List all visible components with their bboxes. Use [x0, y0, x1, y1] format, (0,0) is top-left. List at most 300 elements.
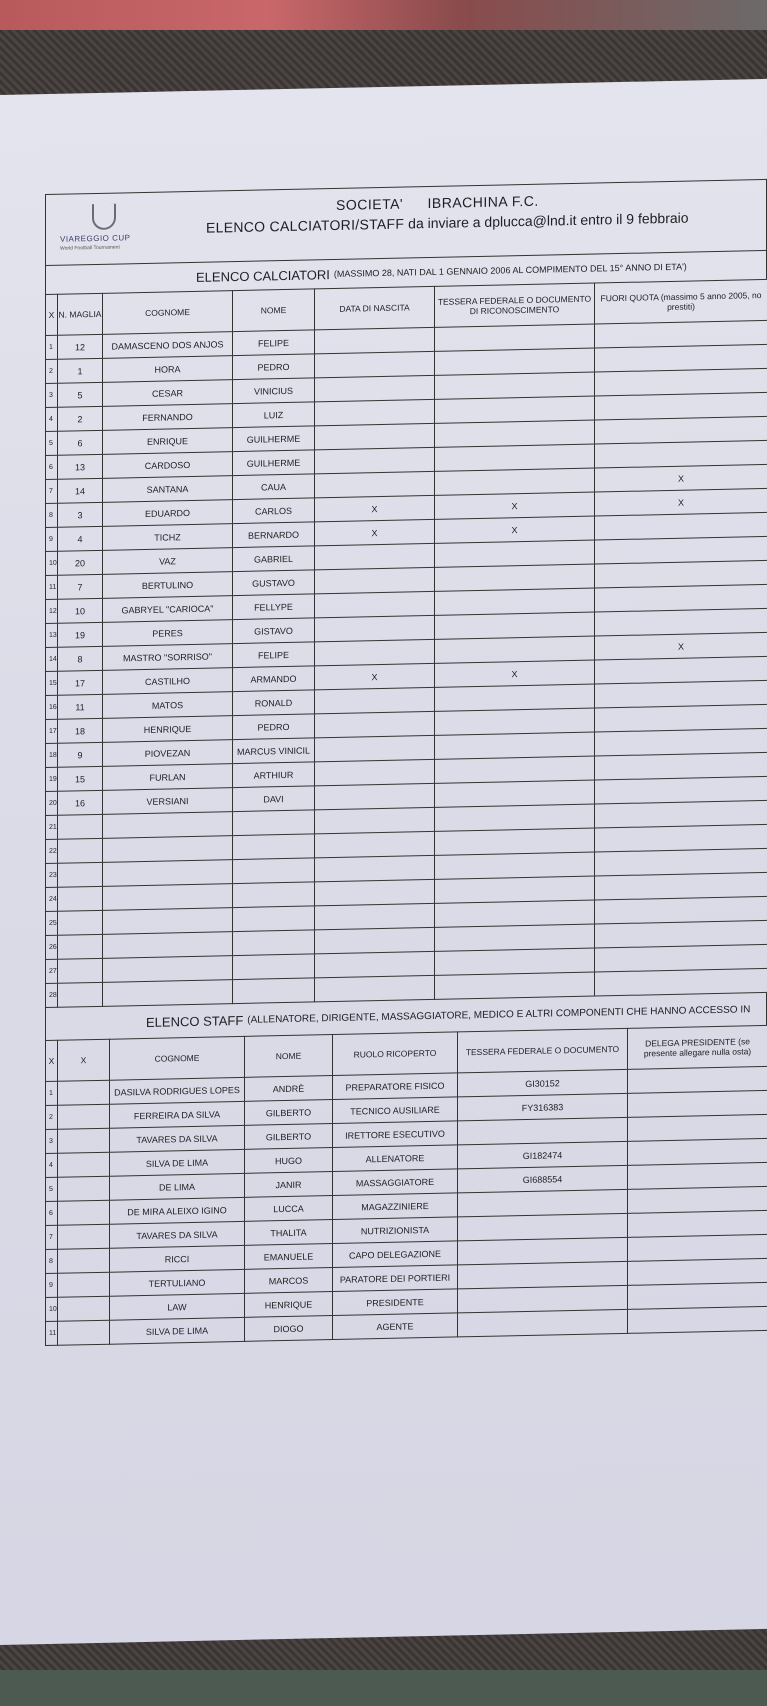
- staff-cell-delega: [628, 1258, 767, 1285]
- player-cell-nome: [233, 978, 315, 1004]
- staff-cell-n: 10: [46, 1297, 58, 1321]
- player-cell-data: [315, 591, 435, 618]
- player-cell-cognome: MASTRO "SORRISO": [103, 644, 233, 671]
- player-cell-n: 8: [46, 503, 58, 527]
- player-cell-nome: BERNARDO: [233, 522, 315, 548]
- player-cell-n: 16: [46, 695, 58, 719]
- staff-cell-cognome: DE MIRA ALEIXO IGINO: [110, 1197, 245, 1224]
- player-cell-cognome: VERSIANI: [103, 788, 233, 815]
- player-cell-nome: ARTHIUR: [233, 762, 315, 788]
- player-cell-nome: MARCUS VINICIL: [233, 738, 315, 764]
- player-cell-data: [315, 471, 435, 498]
- player-cell-data: [315, 327, 435, 354]
- staff-column-header: COGNOME: [110, 1036, 245, 1080]
- player-cell-tessera: [435, 972, 595, 999]
- player-cell-maglia: 19: [58, 622, 103, 647]
- staff-cell-delega: [628, 1186, 767, 1213]
- staff-cell-cognome: RICCI: [110, 1245, 245, 1272]
- player-cell-fq: [595, 320, 767, 348]
- staff-title: ELENCO STAFF: [146, 1012, 244, 1030]
- player-cell-nome: [233, 858, 315, 884]
- player-cell-maglia: [58, 934, 103, 959]
- staff-cell-tessera: [458, 1237, 628, 1265]
- players-column-header: COGNOME: [103, 291, 233, 335]
- player-cell-cognome: [103, 932, 233, 959]
- player-cell-data: [315, 759, 435, 786]
- staff-cell-n: 2: [46, 1105, 58, 1129]
- player-cell-n: 10: [46, 551, 58, 575]
- staff-cell-nome: GILBERTO: [245, 1100, 333, 1126]
- player-cell-cognome: DAMASCENO DOS ANJOS: [103, 332, 233, 359]
- player-cell-tessera: X: [435, 516, 595, 543]
- elenco-line: [206, 210, 689, 236]
- player-cell-cognome: CARDOSO: [103, 452, 233, 479]
- player-cell-fq: [595, 872, 767, 900]
- player-cell-nome: RONALD: [233, 690, 315, 716]
- player-cell-tessera: [435, 852, 595, 879]
- player-cell-cognome: HORA: [103, 356, 233, 383]
- staff-cell-x: [58, 1272, 110, 1297]
- players-body: [46, 320, 767, 1007]
- player-cell-nome: PEDRO: [233, 354, 315, 380]
- player-cell-fq: [595, 344, 767, 372]
- player-cell-maglia: 20: [58, 550, 103, 575]
- player-cell-nome: GUILHERME: [233, 450, 315, 476]
- player-cell-n: 23: [46, 863, 58, 887]
- player-cell-data: X: [315, 663, 435, 690]
- staff-cell-tessera: GI688554: [458, 1165, 628, 1193]
- player-cell-maglia: [58, 910, 103, 935]
- player-cell-tessera: X: [435, 492, 595, 519]
- staff-cell-cognome: DE LIMA: [110, 1173, 245, 1200]
- player-cell-nome: [233, 882, 315, 908]
- player-cell-data: [315, 831, 435, 858]
- player-cell-fq: [595, 536, 767, 564]
- player-cell-tessera: [435, 732, 595, 759]
- player-cell-maglia: 6: [58, 430, 103, 455]
- player-cell-fq: [595, 512, 767, 540]
- staff-cell-ruolo: CAPO DELEGAZIONE: [333, 1241, 458, 1268]
- player-cell-maglia: 17: [58, 670, 103, 695]
- player-cell-tessera: [435, 948, 595, 975]
- player-cell-maglia: [58, 982, 103, 1007]
- staff-cell-n: 11: [46, 1321, 58, 1345]
- staff-cell-tessera: [458, 1261, 628, 1289]
- player-cell-cognome: EDUARDO: [103, 500, 233, 527]
- staff-cell-delega: [628, 1306, 767, 1333]
- player-cell-fq: [595, 392, 767, 420]
- player-cell-n: 4: [46, 407, 58, 431]
- player-cell-maglia: 14: [58, 478, 103, 503]
- player-cell-nome: FELIPE: [233, 330, 315, 356]
- elenco-note: da inviare a dplucca@lnd.it entro il 9 febbraio: [408, 209, 689, 232]
- staff-cell-cognome: TAVARES DA SILVA: [110, 1221, 245, 1248]
- player-cell-tessera: [435, 444, 595, 471]
- player-cell-maglia: 8: [58, 646, 103, 671]
- form-sheet: [45, 179, 767, 1346]
- player-cell-n: 19: [46, 767, 58, 791]
- player-cell-tessera: [435, 900, 595, 927]
- staff-cell-x: [58, 1296, 110, 1321]
- player-cell-maglia: 12: [58, 334, 103, 359]
- player-cell-fq: [595, 944, 767, 972]
- player-cell-nome: CAUA: [233, 474, 315, 500]
- staff-cell-x: [58, 1176, 110, 1201]
- staff-cell-delega: [628, 1282, 767, 1309]
- player-cell-nome: FELLYPE: [233, 594, 315, 620]
- player-cell-fq: [595, 920, 767, 948]
- staff-column-header: X: [46, 1040, 58, 1081]
- player-cell-data: [315, 951, 435, 978]
- staff-cell-ruolo: PRESIDENTE: [333, 1289, 458, 1316]
- staff-cell-ruolo: ALLENATORE: [333, 1145, 458, 1172]
- staff-subtitle: (ALLENATORE, DIRIGENTE, MASSAGGIATORE, MEDICO E ALTRI COMPONENTI CHE HANNO ACCESSO IN: [247, 1003, 751, 1026]
- player-cell-tessera: [435, 636, 595, 663]
- player-cell-cognome: PERES: [103, 620, 233, 647]
- staff-cell-n: 9: [46, 1273, 58, 1297]
- player-cell-cognome: [103, 956, 233, 983]
- staff-cell-tessera: [458, 1117, 628, 1145]
- viareggio-cup-logo: [56, 199, 146, 259]
- players-column-header: NOME: [233, 289, 315, 332]
- player-cell-maglia: 11: [58, 694, 103, 719]
- staff-cell-x: [58, 1152, 110, 1177]
- player-cell-cognome: MATOS: [103, 692, 233, 719]
- player-cell-maglia: 7: [58, 574, 103, 599]
- player-cell-fq: [595, 656, 767, 684]
- player-cell-data: [315, 399, 435, 426]
- player-cell-data: [315, 639, 435, 666]
- player-cell-tessera: [435, 756, 595, 783]
- player-cell-fq: [595, 800, 767, 828]
- player-cell-maglia: [58, 886, 103, 911]
- staff-cell-x: [58, 1080, 110, 1105]
- player-cell-maglia: 13: [58, 454, 103, 479]
- player-cell-n: 26: [46, 935, 58, 959]
- player-cell-n: 15: [46, 671, 58, 695]
- player-cell-fq: [595, 776, 767, 804]
- player-cell-n: 9: [46, 527, 58, 551]
- player-cell-cognome: PIOVEZAN: [103, 740, 233, 767]
- player-cell-cognome: FERNANDO: [103, 404, 233, 431]
- player-cell-data: [315, 903, 435, 930]
- player-cell-n: 5: [46, 431, 58, 455]
- staff-cell-nome: HUGO: [245, 1148, 333, 1174]
- staff-column-header: RUOLO RICOPERTO: [333, 1032, 458, 1076]
- player-cell-cognome: CESAR: [103, 380, 233, 407]
- player-cell-nome: DAVI: [233, 786, 315, 812]
- player-cell-maglia: 4: [58, 526, 103, 551]
- staff-cell-tessera: [458, 1189, 628, 1217]
- player-cell-tessera: [435, 564, 595, 591]
- player-cell-maglia: 1: [58, 358, 103, 383]
- player-cell-tessera: [435, 396, 595, 423]
- player-cell-tessera: [435, 684, 595, 711]
- staff-cell-x: [58, 1248, 110, 1273]
- trophy-icon: [92, 204, 116, 231]
- player-cell-maglia: [58, 814, 103, 839]
- player-cell-nome: [233, 906, 315, 932]
- staff-cell-x: [58, 1320, 110, 1345]
- player-cell-n: 25: [46, 911, 58, 935]
- elenco-title: ELENCO CALCIATORI/STAFF: [206, 215, 405, 236]
- player-cell-tessera: [435, 828, 595, 855]
- staff-cell-n: 7: [46, 1225, 58, 1249]
- staff-cell-cognome: LAW: [110, 1293, 245, 1320]
- player-cell-fq: [595, 368, 767, 396]
- staff-cell-delega: [628, 1066, 767, 1093]
- staff-cell-ruolo: TECNICO AUSILIARE: [333, 1097, 458, 1124]
- player-cell-tessera: [435, 420, 595, 447]
- societa-name: IBRACHINA F.C.: [427, 192, 539, 212]
- player-cell-maglia: [58, 838, 103, 863]
- staff-cell-cognome: TERTULIANO: [110, 1269, 245, 1296]
- staff-cell-tessera: FY316383: [458, 1093, 628, 1121]
- player-cell-n: 13: [46, 623, 58, 647]
- player-cell-fq: [595, 608, 767, 636]
- player-cell-data: [315, 375, 435, 402]
- staff-cell-ruolo: AGENTE: [333, 1313, 458, 1340]
- player-cell-n: 20: [46, 791, 58, 815]
- player-cell-n: 21: [46, 815, 58, 839]
- player-cell-tessera: [435, 876, 595, 903]
- player-cell-n: 1: [46, 335, 58, 359]
- societa-label: SOCIETA': [336, 195, 404, 213]
- player-cell-data: [315, 711, 435, 738]
- player-cell-cognome: TICHZ: [103, 524, 233, 551]
- player-cell-nome: GUSTAVO: [233, 570, 315, 596]
- players-column-header: FUORI QUOTA (massimo 5 anno 2005, no prestiti): [595, 279, 767, 324]
- staff-cell-cognome: SILVA DE LIMA: [110, 1149, 245, 1176]
- staff-cell-cognome: SILVA DE LIMA: [110, 1317, 245, 1344]
- players-column-header: TESSERA FEDERALE O DOCUMENTO DI RICONOSCIMENTO: [435, 283, 595, 327]
- staff-cell-nome: MARCOS: [245, 1268, 333, 1294]
- player-cell-n: 18: [46, 743, 58, 767]
- player-cell-cognome: [103, 884, 233, 911]
- staff-cell-x: [58, 1104, 110, 1129]
- player-cell-fq: [595, 584, 767, 612]
- player-cell-data: [315, 975, 435, 1002]
- staff-cell-ruolo: IRETTORE ESECUTIVO: [333, 1121, 458, 1148]
- player-cell-nome: ARMANDO: [233, 666, 315, 692]
- player-cell-n: 6: [46, 455, 58, 479]
- player-cell-n: 2: [46, 359, 58, 383]
- staff-cell-ruolo: PARATORE DEI PORTIERI: [333, 1265, 458, 1292]
- staff-cell-nome: GILBERTO: [245, 1124, 333, 1150]
- player-cell-n: 28: [46, 983, 58, 1007]
- staff-cell-nome: HENRIQUE: [245, 1292, 333, 1318]
- staff-column-header: NOME: [245, 1035, 333, 1078]
- staff-table: [45, 1025, 767, 1346]
- player-cell-n: 11: [46, 575, 58, 599]
- player-cell-tessera: [435, 780, 595, 807]
- staff-cell-tessera: [458, 1309, 628, 1337]
- player-cell-data: [315, 351, 435, 378]
- player-cell-tessera: [435, 372, 595, 399]
- player-cell-nome: FELIPE: [233, 642, 315, 668]
- player-cell-n: 14: [46, 647, 58, 671]
- player-cell-cognome: VAZ: [103, 548, 233, 575]
- player-cell-cognome: [103, 836, 233, 863]
- player-cell-cognome: ENRIQUE: [103, 428, 233, 455]
- player-cell-fq: [595, 440, 767, 468]
- staff-column-header: DELEGA PRESIDENTE (se presente allegare nulla osta): [628, 1025, 767, 1069]
- staff-cell-delega: [628, 1090, 767, 1117]
- staff-cell-ruolo: MAGAZZINIERE: [333, 1193, 458, 1220]
- player-cell-cognome: [103, 980, 233, 1007]
- player-cell-data: X: [315, 495, 435, 522]
- player-cell-n: 17: [46, 719, 58, 743]
- players-column-header: DATA DI NASCITA: [315, 286, 435, 330]
- player-cell-maglia: [58, 958, 103, 983]
- player-cell-data: [315, 735, 435, 762]
- staff-cell-cognome: DASILVA RODRIGUES LOPES: [110, 1077, 245, 1104]
- staff-cell-nome: EMANUELE: [245, 1244, 333, 1270]
- player-cell-nome: GABRIEL: [233, 546, 315, 572]
- player-cell-fq: [595, 728, 767, 756]
- player-cell-tessera: [435, 348, 595, 375]
- player-cell-tessera: [435, 612, 595, 639]
- societa-line: [336, 193, 539, 213]
- player-cell-cognome: SANTANA: [103, 476, 233, 503]
- player-cell-data: [315, 927, 435, 954]
- player-cell-cognome: BERTULINO: [103, 572, 233, 599]
- player-cell-n: 24: [46, 887, 58, 911]
- staff-cell-delega: [628, 1234, 767, 1261]
- player-cell-fq: X: [595, 488, 767, 516]
- player-cell-fq: [595, 896, 767, 924]
- player-cell-fq: [595, 824, 767, 852]
- surface-bottom: [0, 1670, 767, 1706]
- player-cell-n: 7: [46, 479, 58, 503]
- player-cell-data: [315, 783, 435, 810]
- player-cell-nome: [233, 810, 315, 836]
- player-cell-tessera: X: [435, 660, 595, 687]
- staff-body: [46, 1066, 767, 1345]
- staff-cell-cognome: TAVARES DA SILVA: [110, 1125, 245, 1152]
- player-cell-nome: GUILHERME: [233, 426, 315, 452]
- player-cell-fq: [595, 848, 767, 876]
- player-cell-tessera: [435, 924, 595, 951]
- staff-column-header: TESSERA FEDERALE O DOCUMENTO: [458, 1028, 628, 1073]
- player-cell-tessera: [435, 540, 595, 567]
- player-cell-nome: CARLOS: [233, 498, 315, 524]
- players-table: [45, 279, 767, 1008]
- staff-column-header: X: [58, 1039, 110, 1081]
- staff-cell-ruolo: MASSAGGIATORE: [333, 1169, 458, 1196]
- player-cell-maglia: 3: [58, 502, 103, 527]
- player-cell-data: [315, 687, 435, 714]
- logo-subtext: World Football Tournament: [60, 244, 120, 252]
- staff-cell-tessera: [458, 1285, 628, 1313]
- player-cell-data: [315, 543, 435, 570]
- player-cell-maglia: 16: [58, 790, 103, 815]
- staff-cell-nome: THALITA: [245, 1220, 333, 1246]
- player-cell-fq: [595, 680, 767, 708]
- staff-cell-cognome: FERREIRA DA SILVA: [110, 1101, 245, 1128]
- player-cell-data: [315, 807, 435, 834]
- staff-cell-nome: JANIR: [245, 1172, 333, 1198]
- player-cell-nome: LUIZ: [233, 402, 315, 428]
- staff-cell-x: [58, 1224, 110, 1249]
- player-cell-tessera: [435, 324, 595, 351]
- staff-cell-n: 6: [46, 1201, 58, 1225]
- player-cell-maglia: 5: [58, 382, 103, 407]
- staff-cell-tessera: GI30152: [458, 1069, 628, 1097]
- form-header: [45, 179, 767, 265]
- staff-cell-x: [58, 1200, 110, 1225]
- player-cell-maglia: 10: [58, 598, 103, 623]
- player-cell-n: 12: [46, 599, 58, 623]
- staff-cell-x: [58, 1128, 110, 1153]
- player-cell-data: [315, 423, 435, 450]
- staff-cell-nome: ANDRÈ: [245, 1076, 333, 1102]
- staff-cell-nome: LUCCA: [245, 1196, 333, 1222]
- staff-cell-nome: DIOGO: [245, 1316, 333, 1342]
- player-cell-n: 27: [46, 959, 58, 983]
- staff-cell-n: 1: [46, 1081, 58, 1105]
- player-cell-fq: X: [595, 464, 767, 492]
- player-cell-fq: X: [595, 632, 767, 660]
- player-cell-maglia: 2: [58, 406, 103, 431]
- player-cell-n: 3: [46, 383, 58, 407]
- player-cell-fq: [595, 752, 767, 780]
- staff-cell-ruolo: NUTRIZIONISTA: [333, 1217, 458, 1244]
- player-cell-nome: [233, 930, 315, 956]
- player-cell-data: [315, 567, 435, 594]
- staff-cell-ruolo: PREPARATORE FISICO: [333, 1073, 458, 1100]
- player-cell-nome: PEDRO: [233, 714, 315, 740]
- player-cell-data: [315, 615, 435, 642]
- player-cell-cognome: [103, 860, 233, 887]
- player-cell-fq: [595, 968, 767, 996]
- player-cell-tessera: [435, 804, 595, 831]
- player-cell-cognome: [103, 812, 233, 839]
- player-cell-nome: GISTAVO: [233, 618, 315, 644]
- player-cell-nome: [233, 954, 315, 980]
- paper-sheet: [0, 79, 767, 1645]
- players-subtitle: (MASSIMO 28, NATI DAL 1 GENNAIO 2006 AL COMPIMENTO DEL 15° ANNO DI ETA'): [333, 261, 687, 280]
- player-cell-data: X: [315, 519, 435, 546]
- player-cell-data: [315, 447, 435, 474]
- player-cell-fq: [595, 416, 767, 444]
- staff-cell-tessera: [458, 1213, 628, 1241]
- player-cell-cognome: CASTILHO: [103, 668, 233, 695]
- player-cell-cognome: [103, 908, 233, 935]
- logo-text: VIAREGGIO CUP: [60, 233, 131, 244]
- player-cell-cognome: GABRYEL "CARIOCA": [103, 596, 233, 623]
- player-cell-maglia: 15: [58, 766, 103, 791]
- player-cell-cognome: HENRIQUE: [103, 716, 233, 743]
- player-cell-data: [315, 879, 435, 906]
- player-cell-nome: [233, 834, 315, 860]
- player-cell-nome: VINICIUS: [233, 378, 315, 404]
- player-cell-cognome: FURLAN: [103, 764, 233, 791]
- staff-cell-n: 4: [46, 1153, 58, 1177]
- players-title: ELENCO CALCIATORI: [196, 266, 330, 285]
- staff-cell-delega: [628, 1138, 767, 1165]
- player-cell-n: 22: [46, 839, 58, 863]
- player-cell-data: [315, 855, 435, 882]
- staff-cell-delega: [628, 1162, 767, 1189]
- staff-cell-n: 5: [46, 1177, 58, 1201]
- staff-cell-tessera: GI182474: [458, 1141, 628, 1169]
- staff-cell-delega: [628, 1114, 767, 1141]
- players-column-header: N. MAGLIA: [58, 293, 103, 335]
- player-cell-maglia: 18: [58, 718, 103, 743]
- staff-cell-n: 8: [46, 1249, 58, 1273]
- players-column-header: X: [46, 294, 58, 335]
